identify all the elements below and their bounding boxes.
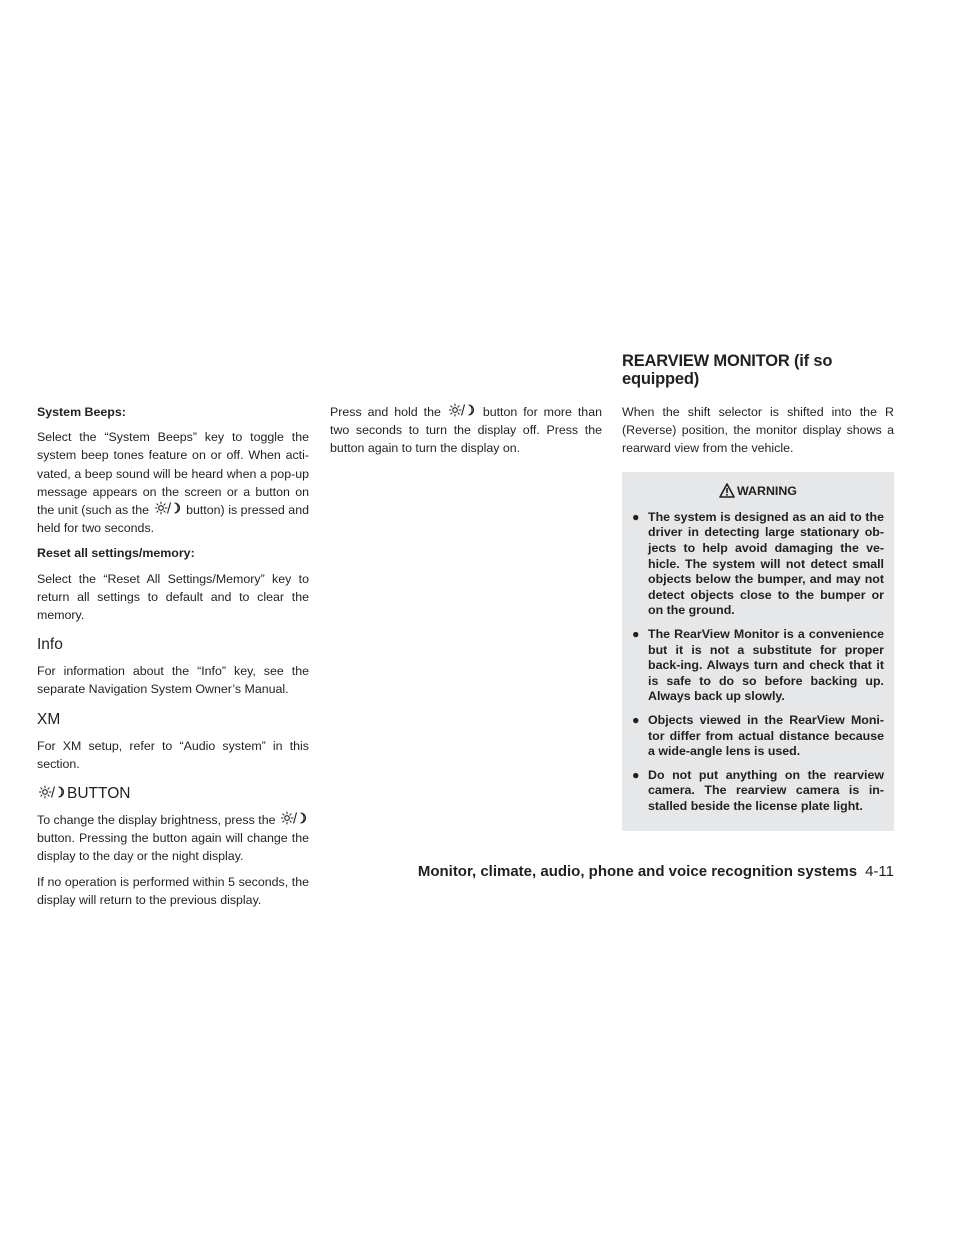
warning-text: Objects viewed in the RearView Moni-tor differ from actual distance because a wide-angle lens is used.: [648, 712, 884, 759]
warning-header: [632, 482, 884, 500]
warning-text: The RearView Monitor is a convenience but it is not a substitute for proper back-ing. Always turn and check that it is safe to do so before backing up. Always back up slowly.: [648, 626, 884, 704]
warning-label: WARNING: [737, 483, 797, 498]
warning-triangle-icon: [719, 483, 735, 498]
press-hold-paragraph: [330, 403, 602, 458]
warning-item: [632, 510, 884, 619]
page-number: 4-11: [865, 863, 894, 880]
warning-item: [632, 768, 884, 815]
warning-item: [632, 627, 884, 705]
press-hold-text-2: button for more than two seconds to turn the display off. Press the button again to turn the display on.: [330, 405, 602, 456]
page-footer: [418, 863, 894, 880]
system-beeps-text-2: button) is pressed and held for two seconds.: [37, 503, 309, 536]
press-hold-text-1: Press and hold the: [330, 405, 441, 419]
xm-paragraph: For XM setup, refer to “Audio system” in this section.: [37, 738, 309, 771]
warning-item: [632, 713, 884, 760]
bullet: ●: [632, 767, 640, 782]
chapter-title: Monitor, climate, audio, phone and voice recognition systems: [417, 863, 858, 880]
timeout-paragraph: If no operation is performed within 5 seconds, the display will return to the previous display.: [37, 874, 309, 907]
warning-text: The system is designed as an aid to the driver in detecting large stationary ob-jects to help avoid damaging the ve-hicle. The system will not detect small objects below the bumper, and may not detect objects close to the bumper or on the ground.: [648, 509, 884, 618]
info-paragraph: For information about the “Info” key, see the separate Navigation System Owner’s Manual.: [37, 664, 309, 697]
button-paragraph: [37, 811, 309, 866]
system-beeps-paragraph: [37, 428, 309, 537]
button-text-2: button. Pressing the button again will change the display to the day or the night display.: [37, 831, 309, 864]
warning-text: Do not put anything on the rearview camera. The rearview camera is in-stalled beside the license plate light.: [648, 767, 884, 813]
info-heading: Info: [37, 636, 63, 654]
xm-heading: XM: [37, 710, 61, 728]
bullet: ●: [632, 626, 640, 641]
bullet: ●: [632, 712, 640, 727]
brightness-day-night-icon: [155, 501, 181, 515]
bullet: ●: [632, 509, 640, 524]
brightness-day-night-icon: [449, 403, 475, 417]
rearview-monitor-title: REARVIEW MONITOR (if so equipped): [622, 352, 833, 388]
brightness-day-night-icon: [281, 811, 307, 825]
column-3: [622, 403, 894, 831]
brightness-day-night-icon: [39, 785, 65, 799]
reset-paragraph: Select the “Reset All Settings/Memory” key to return all settings to default and to clear the memory.: [37, 571, 309, 623]
button-heading-row: [37, 785, 309, 803]
button-heading: BUTTON: [67, 785, 131, 803]
column-1: [37, 403, 309, 916]
system-beeps-heading: System Beeps:: [37, 405, 126, 419]
column-2: [330, 403, 602, 465]
warning-box: [622, 472, 894, 831]
reset-heading: Reset all settings/memory:: [37, 546, 195, 561]
button-text-1: To change the display brightness, press the: [37, 813, 276, 828]
system-beeps-text-1: Select the “System Beeps” key to toggle the system beep tones feature on or off. When acti-vated, a beep sound will be heard when a pop-up message appears on the screen or a button on the unit (such as the: [37, 430, 309, 518]
warning-list: [632, 510, 884, 815]
rearview-intro: When the shift selector is shifted into the R (Reverse) position, the monitor display shows a rearward view from the vehicle.: [622, 405, 894, 456]
